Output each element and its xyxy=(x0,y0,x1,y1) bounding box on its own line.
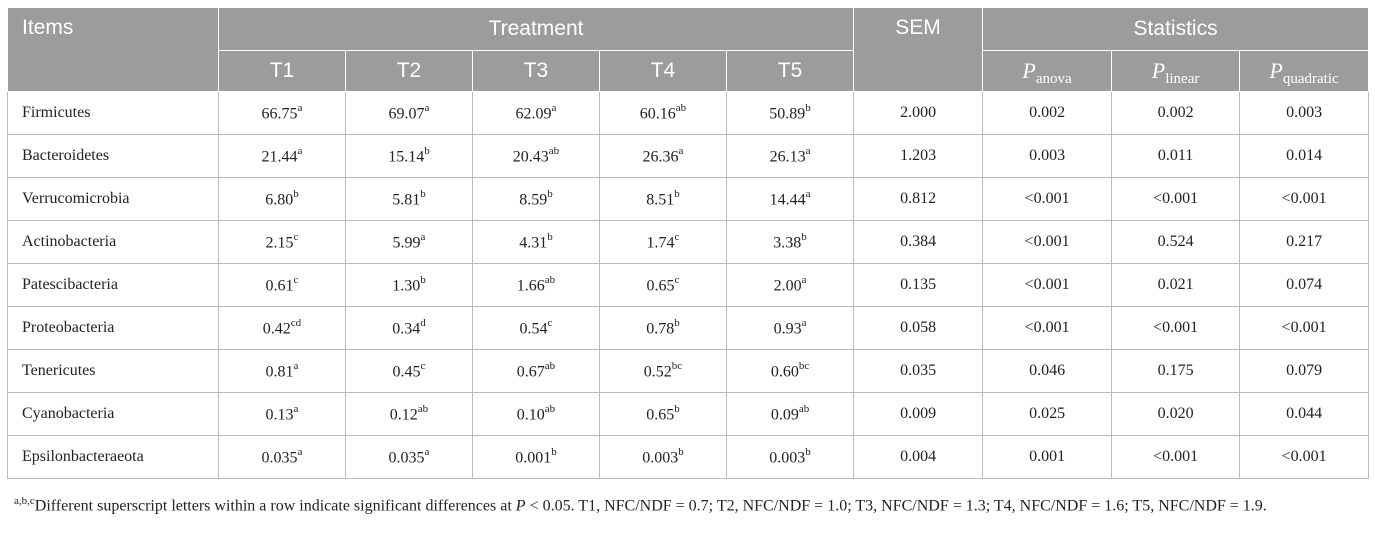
cell-t3 xyxy=(473,350,600,393)
cell-value: 0.78 xyxy=(646,320,675,338)
header-t3: T3 xyxy=(473,51,600,92)
cell-superscript: b xyxy=(801,230,807,243)
row-label: Firmicutes xyxy=(8,92,219,135)
cell-superscript: a xyxy=(551,101,557,114)
cell-t1 xyxy=(219,350,346,393)
table-row xyxy=(8,393,1369,436)
row-label: Tenericutes xyxy=(8,350,219,393)
cell-superscript: a xyxy=(297,101,303,114)
header-p-anova xyxy=(983,51,1112,92)
cell-t5 xyxy=(727,393,854,436)
row-label: Cyanobacteria xyxy=(8,393,219,436)
row-label: Bacteroidetes xyxy=(8,135,219,178)
cell-superscript: a xyxy=(801,273,807,286)
cell-value: 6.80 xyxy=(265,191,294,209)
p-sub: quadratic xyxy=(1282,71,1339,87)
cell-value: 15.14 xyxy=(388,148,425,166)
cell-t1 xyxy=(219,307,346,350)
cell-t1 xyxy=(219,221,346,264)
cell-p-anova: <0.001 xyxy=(983,307,1112,350)
cell-value: 0.65 xyxy=(646,406,675,424)
cell-superscript: b xyxy=(293,187,299,200)
cell-superscript: a xyxy=(424,101,430,114)
cell-value: 2.00 xyxy=(773,277,802,295)
cell-sem: 0.135 xyxy=(854,264,983,307)
cell-superscript: b xyxy=(551,445,557,458)
cell-superscript: a xyxy=(293,402,299,415)
cell-t5 xyxy=(727,350,854,393)
header-t2: T2 xyxy=(346,51,473,92)
table-row xyxy=(8,221,1369,264)
table-row xyxy=(8,264,1369,307)
row-label: Actinobacteria xyxy=(8,221,219,264)
header-t5: T5 xyxy=(727,51,854,92)
cell-t4 xyxy=(600,221,727,264)
table-row xyxy=(8,307,1369,350)
cell-superscript: a xyxy=(424,445,430,458)
cell-value: 3.38 xyxy=(773,234,802,252)
cell-value: 0.09 xyxy=(770,406,799,424)
cell-p-quadratic: <0.001 xyxy=(1240,436,1369,479)
cell-value: 0.61 xyxy=(265,277,294,295)
cell-t5 xyxy=(727,178,854,221)
document xyxy=(7,7,1368,518)
cell-p-linear: 0.011 xyxy=(1112,135,1240,178)
table-row xyxy=(8,350,1369,393)
cell-t2 xyxy=(346,92,473,135)
footnote-text-after: < 0.05. T1, NFC/NDF = 0.7; T2, NFC/NDF = 1.0; T3, NFC/NDF = 1.3; T4, NFC/NDF = 1.6; T5, NFC/NDF = 1.9. xyxy=(525,497,1267,515)
cell-sem: 1.203 xyxy=(854,135,983,178)
cell-t2 xyxy=(346,221,473,264)
cell-t3 xyxy=(473,307,600,350)
cell-value: 0.10 xyxy=(516,406,545,424)
cell-superscript: ab xyxy=(798,402,810,415)
cell-value: 5.81 xyxy=(392,191,421,209)
cell-t2 xyxy=(346,393,473,436)
cell-t2 xyxy=(346,350,473,393)
row-label: Proteobacteria xyxy=(8,307,219,350)
cell-t2 xyxy=(346,135,473,178)
cell-value: 0.67 xyxy=(516,363,545,381)
table-header xyxy=(8,8,1369,92)
cell-superscript: a xyxy=(801,316,807,329)
cell-value: 62.09 xyxy=(515,105,552,123)
cell-t3 xyxy=(473,393,600,436)
cell-t1 xyxy=(219,178,346,221)
cell-sem: 0.035 xyxy=(854,350,983,393)
cell-superscript: a xyxy=(297,445,303,458)
cell-t4 xyxy=(600,393,727,436)
cell-superscript: b xyxy=(674,402,680,415)
cell-superscript: c xyxy=(674,273,680,286)
header-p-quadratic xyxy=(1240,51,1369,92)
cell-superscript: b xyxy=(424,144,430,157)
cell-t4 xyxy=(600,436,727,479)
p-letter: P xyxy=(1022,58,1036,83)
p-sub: anova xyxy=(1035,71,1072,87)
p-sub: linear xyxy=(1165,71,1200,87)
cell-value: 0.65 xyxy=(646,277,675,295)
cell-superscript: ab xyxy=(417,402,429,415)
cell-superscript: b xyxy=(420,273,426,286)
cell-value: 1.66 xyxy=(516,277,545,295)
cell-sem: 0.009 xyxy=(854,393,983,436)
cell-t4 xyxy=(600,92,727,135)
cell-superscript: b xyxy=(547,230,553,243)
table-row xyxy=(8,178,1369,221)
cell-t3 xyxy=(473,92,600,135)
cell-p-anova: 0.001 xyxy=(983,436,1112,479)
cell-value: 8.59 xyxy=(519,191,548,209)
cell-superscript: bc xyxy=(671,359,683,372)
cell-superscript: b xyxy=(805,101,811,114)
cell-t1 xyxy=(219,264,346,307)
cell-p-linear: 0.021 xyxy=(1112,264,1240,307)
cell-superscript: ab xyxy=(548,144,560,157)
cell-value: 5.99 xyxy=(392,234,421,252)
cell-t4 xyxy=(600,135,727,178)
cell-value: 66.75 xyxy=(261,105,298,123)
cell-t5 xyxy=(727,436,854,479)
cell-value: 0.52 xyxy=(643,363,672,381)
cell-superscript: b xyxy=(420,187,426,200)
cell-t3 xyxy=(473,264,600,307)
cell-t2 xyxy=(346,178,473,221)
row-label: Epsilonbacteraeota xyxy=(8,436,219,479)
p-letter: P xyxy=(1269,58,1283,83)
cell-value: 0.003 xyxy=(642,449,679,467)
cell-superscript: a xyxy=(805,144,811,157)
cell-p-anova: <0.001 xyxy=(983,264,1112,307)
cell-value: 0.12 xyxy=(389,406,418,424)
cell-superscript: b xyxy=(805,445,811,458)
cell-superscript: a xyxy=(293,359,299,372)
cell-value: 0.001 xyxy=(515,449,552,467)
cell-superscript: bc xyxy=(798,359,810,372)
cell-p-linear: <0.001 xyxy=(1112,307,1240,350)
cell-superscript: a xyxy=(805,187,811,200)
cell-sem: 0.004 xyxy=(854,436,983,479)
cell-value: 26.36 xyxy=(642,148,679,166)
cell-superscript: c xyxy=(420,359,426,372)
cell-superscript: b xyxy=(674,187,680,200)
cell-value: 1.30 xyxy=(392,277,421,295)
header-sem: SEM xyxy=(854,8,983,92)
footnote-marks: a,b,c xyxy=(14,495,35,507)
cell-value: 69.07 xyxy=(388,105,425,123)
cell-value: 0.60 xyxy=(770,363,799,381)
cell-t4 xyxy=(600,350,727,393)
cell-superscript: a xyxy=(297,144,303,157)
cell-p-anova: 0.003 xyxy=(983,135,1112,178)
footnote-p-letter: P xyxy=(515,497,526,515)
cell-sem: 0.812 xyxy=(854,178,983,221)
cell-t3 xyxy=(473,135,600,178)
cell-superscript: ab xyxy=(544,273,556,286)
cell-value: 0.13 xyxy=(265,406,294,424)
row-label: Verrucomicrobia xyxy=(8,178,219,221)
cell-value: 2.15 xyxy=(265,234,294,252)
cell-value: 26.13 xyxy=(769,148,806,166)
cell-t1 xyxy=(219,135,346,178)
header-t1: T1 xyxy=(219,51,346,92)
cell-t3 xyxy=(473,436,600,479)
table-row xyxy=(8,436,1369,479)
cell-superscript: c xyxy=(674,230,680,243)
cell-p-quadratic: <0.001 xyxy=(1240,178,1369,221)
header-items: Items xyxy=(8,8,219,92)
cell-superscript: a xyxy=(678,144,684,157)
cell-superscript: cd xyxy=(290,316,302,329)
cell-t4 xyxy=(600,264,727,307)
header-p-linear xyxy=(1112,51,1240,92)
cell-value: 0.035 xyxy=(261,449,298,467)
cell-value: 1.74 xyxy=(646,234,675,252)
cell-t4 xyxy=(600,178,727,221)
cell-p-quadratic: <0.001 xyxy=(1240,307,1369,350)
cell-t2 xyxy=(346,307,473,350)
table-row xyxy=(8,135,1369,178)
cell-value: 4.31 xyxy=(519,234,548,252)
cell-superscript: d xyxy=(420,316,426,329)
cell-p-anova: 0.025 xyxy=(983,393,1112,436)
cell-superscript: a xyxy=(420,230,426,243)
cell-value: 0.34 xyxy=(392,320,421,338)
cell-superscript: ab xyxy=(544,359,556,372)
footnote-text-before: Different superscript letters within a row indicate significant differences at xyxy=(34,497,516,515)
cell-p-linear: 0.020 xyxy=(1112,393,1240,436)
cell-superscript: b xyxy=(674,316,680,329)
table-footnote xyxy=(7,489,1368,518)
cell-value: 0.003 xyxy=(769,449,806,467)
cell-t5 xyxy=(727,221,854,264)
p-letter: P xyxy=(1151,58,1166,83)
cell-t1 xyxy=(219,393,346,436)
cell-value: 8.51 xyxy=(646,191,675,209)
cell-superscript: b xyxy=(547,187,553,200)
cell-t2 xyxy=(346,436,473,479)
cell-superscript: c xyxy=(547,316,553,329)
cell-t4 xyxy=(600,307,727,350)
cell-p-anova: 0.002 xyxy=(983,92,1112,135)
cell-value: 20.43 xyxy=(512,148,549,166)
cell-value: 0.45 xyxy=(392,363,421,381)
cell-superscript: c xyxy=(293,273,299,286)
cell-t5 xyxy=(727,92,854,135)
cell-t3 xyxy=(473,221,600,264)
cell-superscript: ab xyxy=(675,101,687,114)
cell-value: 0.035 xyxy=(388,449,425,467)
cell-sem: 2.000 xyxy=(854,92,983,135)
cell-p-quadratic: 0.074 xyxy=(1240,264,1369,307)
cell-value: 60.16 xyxy=(639,105,676,123)
cell-p-linear: 0.524 xyxy=(1112,221,1240,264)
cell-p-quadratic: 0.044 xyxy=(1240,393,1369,436)
cell-p-anova: <0.001 xyxy=(983,221,1112,264)
cell-value: 0.81 xyxy=(265,363,294,381)
cell-value: 0.93 xyxy=(773,320,802,338)
table-row xyxy=(8,92,1369,135)
cell-t5 xyxy=(727,135,854,178)
cell-p-quadratic: 0.014 xyxy=(1240,135,1369,178)
header-statistics: Statistics xyxy=(983,8,1369,51)
cell-t2 xyxy=(346,264,473,307)
header-treatment: Treatment xyxy=(219,8,854,51)
results-table xyxy=(7,7,1369,479)
cell-p-linear: 0.175 xyxy=(1112,350,1240,393)
cell-p-anova: 0.046 xyxy=(983,350,1112,393)
cell-p-quadratic: 0.079 xyxy=(1240,350,1369,393)
cell-t1 xyxy=(219,436,346,479)
cell-t5 xyxy=(727,264,854,307)
cell-value: 0.42 xyxy=(262,320,291,338)
header-t4: T4 xyxy=(600,51,727,92)
cell-value: 14.44 xyxy=(769,191,806,209)
cell-t1 xyxy=(219,92,346,135)
cell-p-anova: <0.001 xyxy=(983,178,1112,221)
cell-value: 0.54 xyxy=(519,320,548,338)
cell-p-linear: 0.002 xyxy=(1112,92,1240,135)
cell-sem: 0.384 xyxy=(854,221,983,264)
cell-superscript: ab xyxy=(544,402,556,415)
cell-t3 xyxy=(473,178,600,221)
cell-p-linear: <0.001 xyxy=(1112,178,1240,221)
cell-value: 21.44 xyxy=(261,148,298,166)
row-label: Patescibacteria xyxy=(8,264,219,307)
cell-t5 xyxy=(727,307,854,350)
cell-superscript: c xyxy=(293,230,299,243)
table-body xyxy=(8,92,1369,479)
cell-superscript: b xyxy=(678,445,684,458)
cell-p-quadratic: 0.217 xyxy=(1240,221,1369,264)
cell-value: 50.89 xyxy=(769,105,806,123)
cell-p-linear: <0.001 xyxy=(1112,436,1240,479)
cell-p-quadratic: 0.003 xyxy=(1240,92,1369,135)
cell-sem: 0.058 xyxy=(854,307,983,350)
